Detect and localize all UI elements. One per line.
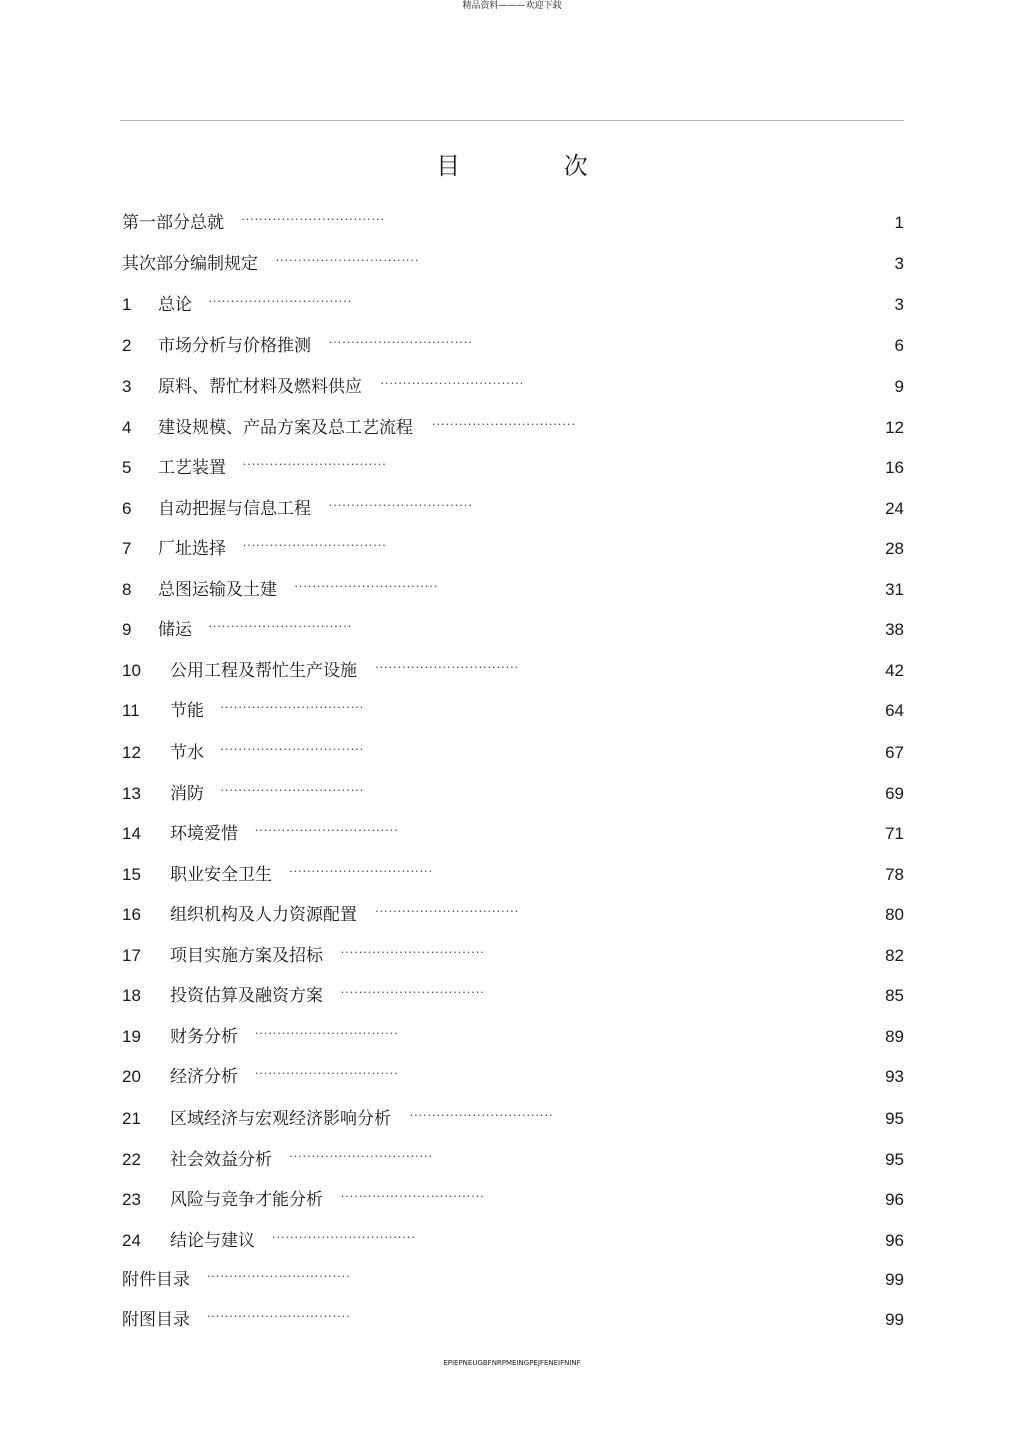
- toc-entry[interactable]: [122, 699, 904, 723]
- toc-entry-label: 附图目录: [122, 1310, 190, 1330]
- toc-entry-label: 财务分析: [170, 1027, 238, 1047]
- toc-entry[interactable]: [122, 863, 904, 887]
- toc-entry-label: 风险与竞争才能分析: [170, 1190, 323, 1210]
- toc-entry-page: 12: [885, 418, 904, 437]
- toc-entry-number: 6: [122, 499, 132, 518]
- toc-entry-number: 17: [122, 946, 141, 965]
- toc-entry-page: 1: [894, 213, 904, 232]
- toc-entry[interactable]: [122, 293, 904, 317]
- toc-entry[interactable]: [122, 1308, 904, 1332]
- toc-entry-page: 3: [894, 254, 904, 273]
- toc-entry[interactable]: [122, 618, 904, 642]
- toc-entry[interactable]: [122, 375, 904, 399]
- toc-entry[interactable]: [122, 578, 904, 602]
- toc-entry[interactable]: [122, 497, 904, 521]
- toc-entry[interactable]: [122, 1065, 904, 1089]
- toc-entry-page: 95: [885, 1150, 904, 1169]
- toc-leader-dots: ································: [206, 1310, 351, 1323]
- toc-leader-dots: ································: [432, 418, 576, 431]
- toc-entry[interactable]: [122, 1188, 904, 1212]
- toc-leader-dots: ································: [254, 1027, 399, 1040]
- toc-entry-label: 总论: [158, 295, 192, 315]
- toc-leader-dots: ································: [328, 499, 473, 512]
- toc-leader-dots: ································: [289, 1150, 434, 1163]
- toc-entry-page: 3: [894, 295, 904, 314]
- toc-entry[interactable]: [122, 1148, 904, 1172]
- toc-entry-page: 69: [885, 784, 904, 803]
- toc-entry-label: 附件目录: [122, 1270, 190, 1290]
- toc-leader-dots: ································: [380, 377, 525, 390]
- footer-note: EPIEPNEUGBFNRPMEINGPEJFENEIFNINF: [443, 1359, 581, 1367]
- toc-entry-page: 93: [885, 1067, 904, 1086]
- toc-leader-dots: ································: [220, 784, 365, 797]
- toc-leader-dots: ································: [208, 620, 353, 633]
- toc-entry-page: 71: [885, 824, 904, 843]
- toc-entry-number: 7: [122, 539, 132, 558]
- toc-entry[interactable]: [122, 782, 904, 806]
- toc-entry-label: 原料、帮忙材料及燃料供应: [158, 377, 362, 397]
- toc-leader-dots: ································: [272, 1231, 416, 1244]
- toc-entry-page: 31: [885, 580, 904, 599]
- toc-entry[interactable]: [122, 1025, 904, 1049]
- toc-entry-page: 96: [885, 1231, 904, 1250]
- toc-entry-number: 13: [122, 784, 141, 803]
- toc-leader-dots: ································: [328, 336, 473, 349]
- toc-entry-page: 42: [885, 661, 904, 680]
- toc-entry[interactable]: [122, 822, 904, 846]
- toc-entry[interactable]: [122, 416, 904, 440]
- header-divider: [120, 120, 904, 121]
- toc-entry-page: 24: [885, 499, 904, 518]
- toc-leader-dots: ································: [375, 905, 520, 918]
- toc-entry-label: 结论与建议: [170, 1231, 255, 1251]
- toc-entry-page: 80: [885, 905, 904, 924]
- toc-leader-dots: ································: [241, 213, 386, 226]
- toc-entry[interactable]: [122, 659, 904, 683]
- toc-entry[interactable]: [122, 944, 904, 968]
- toc-entry-number: 12: [122, 743, 141, 762]
- toc-entry-number: 24: [122, 1231, 141, 1250]
- toc-entry-number: 14: [122, 824, 141, 843]
- toc-entry-label: 消防: [170, 784, 204, 804]
- toc-leader-dots: ································: [220, 701, 365, 714]
- toc-entry-label: 自动把握与信息工程: [158, 499, 311, 519]
- toc-entry-number: 23: [122, 1190, 141, 1209]
- toc-entry[interactable]: [122, 1107, 904, 1131]
- toc-entry-label: 工艺装置: [158, 458, 226, 478]
- toc-entry-label: 其次部分编制规定: [122, 254, 258, 274]
- toc-entry-label: 储运: [158, 620, 192, 640]
- toc-entry-number: 21: [122, 1109, 141, 1128]
- toc-entry-page: 38: [885, 620, 904, 639]
- toc-entry-number: 19: [122, 1027, 141, 1046]
- toc-entry[interactable]: [122, 741, 904, 765]
- toc-entry[interactable]: [122, 903, 904, 927]
- toc-entry-label: 区域经济与宏观经济影响分析: [170, 1109, 391, 1129]
- toc-entry-number: 20: [122, 1067, 141, 1086]
- toc-entry-label: 投资估算及融资方案: [170, 986, 323, 1006]
- toc-entry-page: 82: [885, 946, 904, 965]
- toc-entry-number: 16: [122, 905, 141, 924]
- toc-entry-page: 6: [894, 336, 904, 355]
- toc-leader-dots: ································: [294, 580, 439, 593]
- toc-entry-number: 4: [122, 418, 132, 437]
- toc-entry-label: 环境爱惜: [170, 824, 238, 844]
- toc-entry[interactable]: [122, 1268, 904, 1292]
- toc-entry-label: 市场分析与价格推测: [158, 336, 311, 356]
- toc-leader-dots: ································: [242, 539, 387, 552]
- toc-entry-label: 项目实施方案及招标: [170, 946, 323, 966]
- toc-leader-dots: ································: [254, 1067, 399, 1080]
- toc-entry-label: 第一部分总就: [122, 213, 224, 233]
- toc-leader-dots: ································: [340, 986, 485, 999]
- toc-entry-page: 28: [885, 539, 904, 558]
- toc-entry-page: 95: [885, 1109, 904, 1128]
- toc-entry[interactable]: [122, 537, 904, 561]
- toc-leader-dots: ································: [206, 1270, 351, 1283]
- toc-entry-number: 8: [122, 580, 132, 599]
- toc-entry-page: 99: [885, 1310, 904, 1329]
- toc-leader-dots: ································: [340, 1190, 485, 1203]
- toc-entry-page: 9: [894, 377, 904, 396]
- toc-entry-label: 职业安全卫生: [170, 865, 272, 885]
- toc-entry[interactable]: [122, 252, 904, 276]
- toc-entry-page: 16: [885, 458, 904, 477]
- toc-entry-number: 3: [122, 377, 132, 396]
- toc-entry-page: 85: [885, 986, 904, 1005]
- toc-entry-label: 组织机构及人力资源配置: [170, 905, 357, 925]
- toc-entry-number: 10: [122, 661, 141, 680]
- toc-entry-label: 建设规模、产品方案及总工艺流程: [158, 418, 413, 438]
- toc-leader-dots: ································: [220, 743, 365, 756]
- toc-entry-page: 89: [885, 1027, 904, 1046]
- toc-entry-label: 总图运输及土建: [158, 580, 277, 600]
- toc-entry-page: 99: [885, 1270, 904, 1289]
- toc-entry-label: 厂址选择: [158, 539, 226, 559]
- toc-entry-number: 22: [122, 1150, 141, 1169]
- toc-entry-number: 1: [122, 295, 132, 314]
- toc-leader-dots: ································: [289, 865, 434, 878]
- toc-leader-dots: ································: [242, 458, 387, 471]
- page-title: 目 次: [436, 152, 636, 180]
- toc-entry-number: 11: [122, 701, 140, 720]
- toc-entry[interactable]: [122, 984, 904, 1008]
- toc-leader-dots: ································: [275, 254, 420, 267]
- toc-leader-dots: ································: [340, 946, 485, 959]
- toc-leader-dots: ································: [254, 824, 399, 837]
- toc-leader-dots: ································: [208, 295, 353, 308]
- toc-entry-label: 节水: [170, 743, 204, 763]
- toc-entry-label: 经济分析: [170, 1067, 238, 1087]
- toc-entry-number: 15: [122, 865, 141, 884]
- toc-entry-page: 78: [885, 865, 904, 884]
- toc-entry-number: 9: [122, 620, 132, 639]
- toc-leader-dots: ································: [375, 661, 520, 674]
- toc-entry-page: 67: [885, 743, 904, 762]
- toc-entry-label: 节能: [170, 701, 204, 721]
- toc-entry-number: 5: [122, 458, 132, 477]
- toc-entry-label: 公用工程及帮忙生产设施: [170, 661, 357, 681]
- toc-entry[interactable]: [122, 456, 904, 480]
- toc-entry-page: 96: [885, 1190, 904, 1209]
- toc-entry-label: 社会效益分析: [170, 1150, 272, 1170]
- toc-entry[interactable]: [122, 1229, 904, 1253]
- toc-entry[interactable]: [122, 334, 904, 358]
- toc-entry-number: 2: [122, 336, 132, 355]
- toc-leader-dots: ································: [409, 1109, 554, 1122]
- toc-entry[interactable]: [122, 211, 904, 235]
- toc-entry-number: 18: [122, 986, 141, 1005]
- header-note: 精品资料———欢迎下载: [462, 1, 562, 11]
- toc-entry-page: 64: [885, 701, 904, 720]
